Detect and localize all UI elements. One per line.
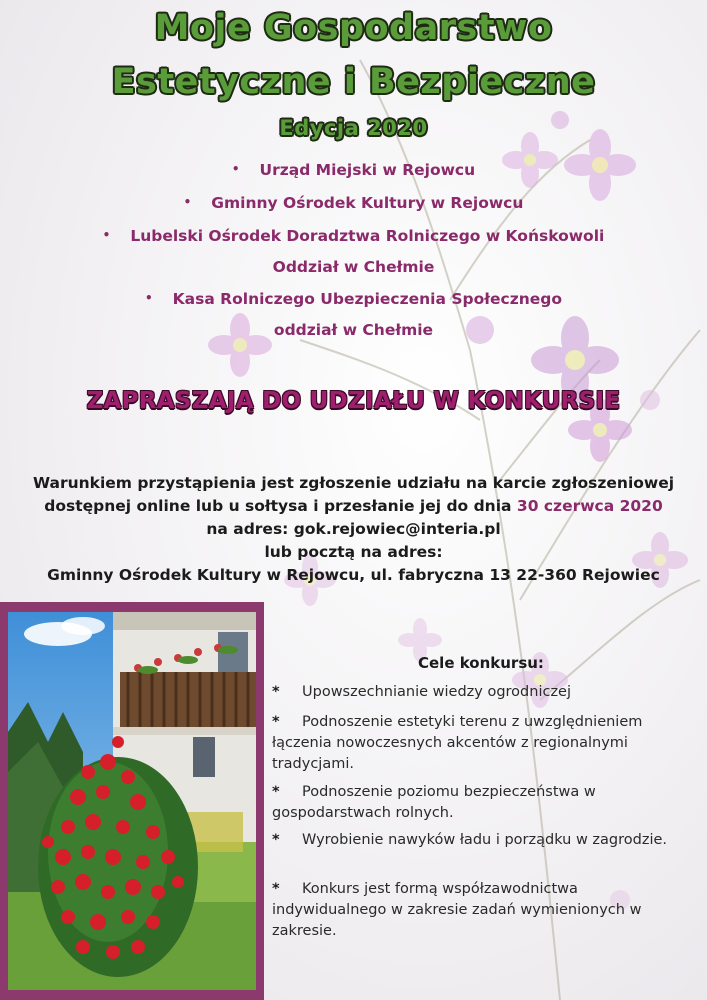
- conditions-line: dostępnej online lub u sołtysa i przesłanie jej do dnia 30 czerwca 2020: [44, 497, 663, 515]
- asterisk-icon: *: [272, 784, 280, 800]
- bullet-icon: •: [144, 291, 153, 305]
- goal-item: * Podnoszenie poziomu bezpieczeństwa w gospodarstwach rolnych.: [272, 784, 596, 821]
- organizer-item-continuation: Oddział w Chełmie: [272, 258, 435, 276]
- postal-address: Gminny Ośrodek Kultury w Rejowcu, ul. fabryczna 13 22-360 Rejowiec: [47, 566, 660, 584]
- bullet-icon: •: [183, 195, 192, 209]
- goal-item: * Konkurs jest formą współzawodnictwa indywidualnego w zakresie zadań wymienionych w zakresie.: [272, 881, 642, 939]
- conditions-line: Warunkiem przystąpienia jest zgłoszenie udziału na karcie zgłoszeniowej: [32, 474, 675, 492]
- title-line-2: Estetyczne i Bezpieczne: [111, 62, 596, 102]
- organizer-item: • Kasa Rolniczego Ubezpieczenia Społecznego: [144, 290, 563, 308]
- garden-photo: [8, 612, 256, 990]
- asterisk-icon: *: [272, 684, 280, 700]
- asterisk-icon: *: [272, 881, 280, 897]
- organizer-item-continuation: oddział w Chełmie: [273, 321, 434, 339]
- goal-item: * Upowszechnianie wiedzy ogrodniczej: [272, 682, 684, 703]
- asterisk-icon: *: [272, 714, 280, 730]
- conditions-email-line: na adres: gok.rejowiec@interia.pl: [206, 520, 501, 538]
- goals-title: Cele konkursu:: [418, 654, 544, 672]
- bullet-icon: •: [231, 162, 240, 176]
- organizer-item: • Urząd Miejski w Rejowcu: [231, 161, 476, 179]
- organizer-item: • Lubelski Ośrodek Doradztwa Rolniczego w Końskowoli: [102, 227, 605, 245]
- asterisk-icon: *: [272, 832, 280, 848]
- deadline-date: 30 czerwca 2020: [516, 497, 663, 515]
- conditions-line: lub pocztą na adres:: [264, 543, 443, 561]
- bullet-icon: •: [102, 228, 111, 242]
- edition-label: Edycja 2020: [279, 116, 428, 140]
- garden-photo-frame: [0, 602, 264, 1000]
- organizer-item: • Gminny Ośrodek Kultury w Rejowcu: [183, 194, 524, 212]
- goal-item: * Wyrobienie nawyków ładu i porządku w zagrodzie.: [272, 830, 684, 851]
- goal-item: * Podnoszenie estetyki terenu z uwzględnieniem łączenia nowoczesnych akcentów z regionalnymi tradycjami.: [272, 714, 643, 772]
- title-line-1: Moje Gospodarstwo: [154, 8, 553, 48]
- invitation-heading: ZAPRASZAJĄ DO UDZIAŁU W KONKURSIE: [86, 388, 621, 414]
